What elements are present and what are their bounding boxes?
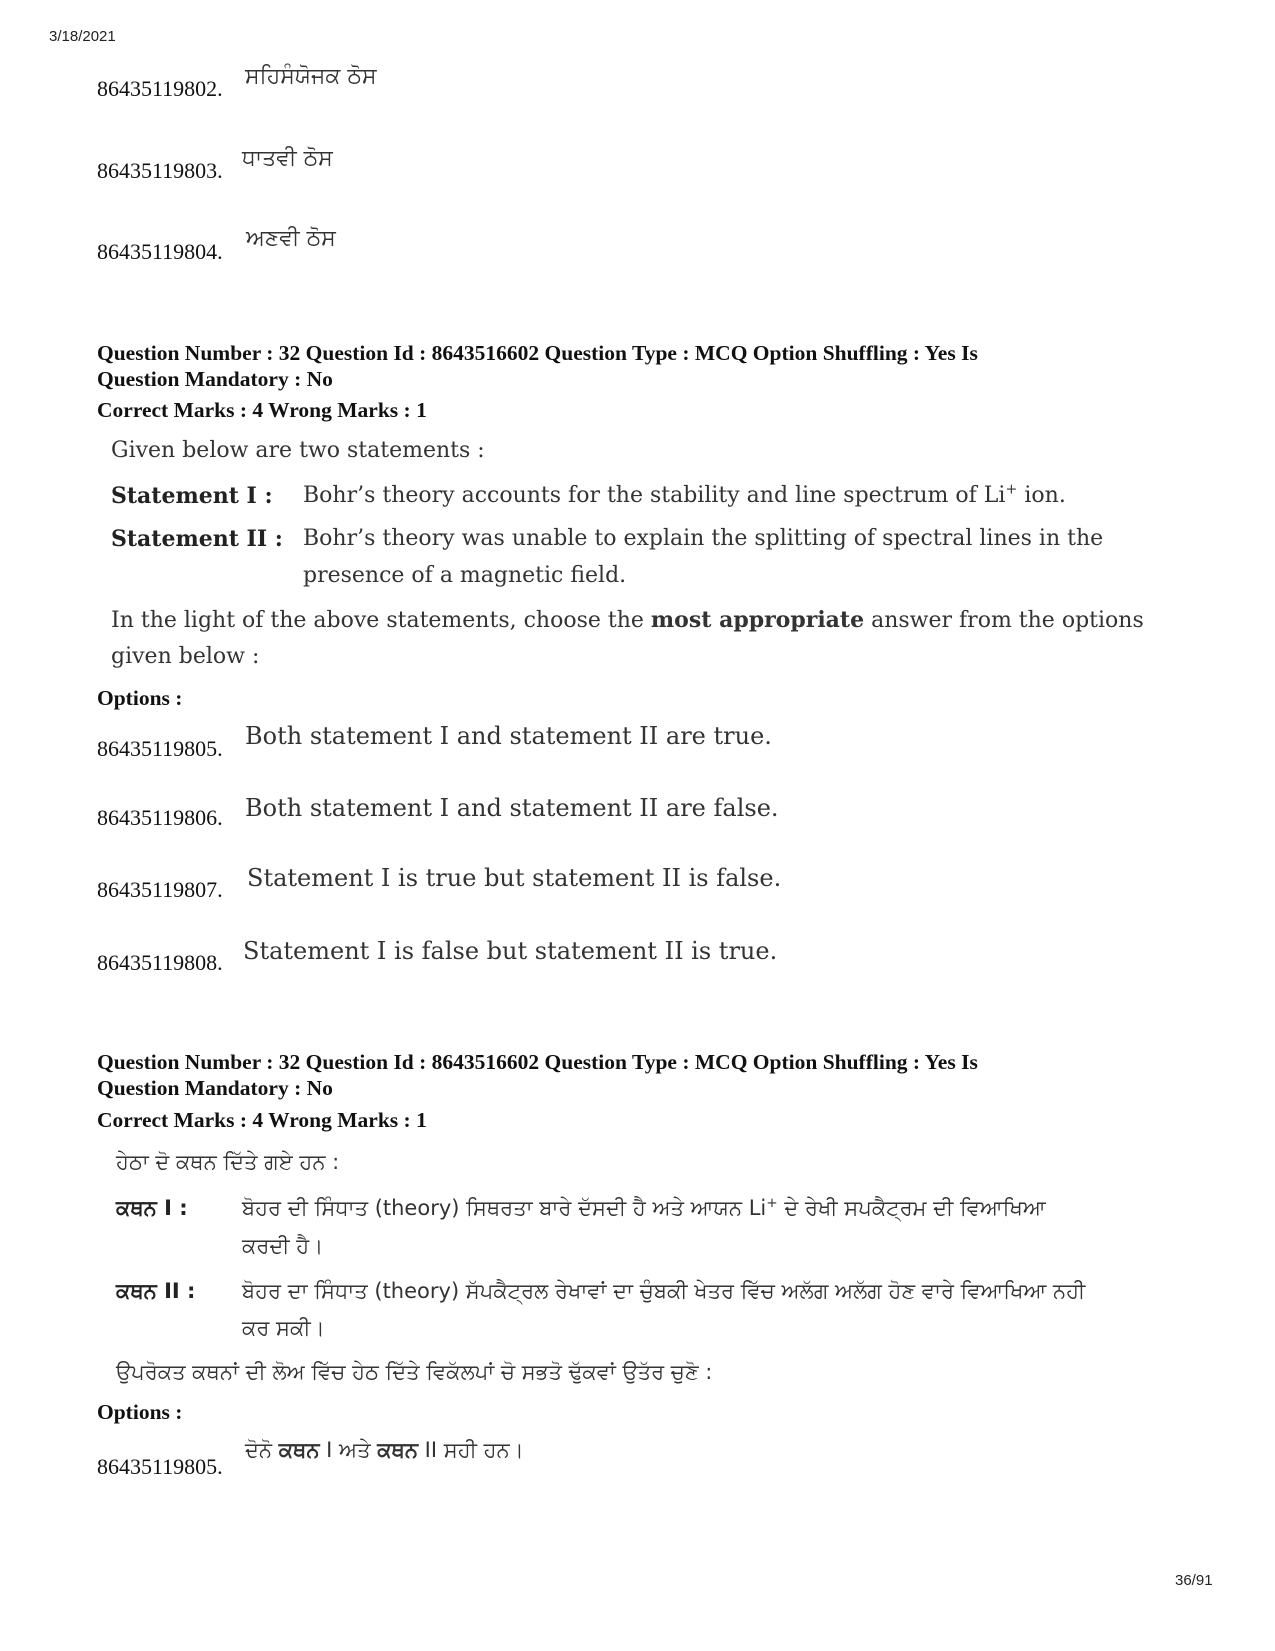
page-number: 36/91: [1175, 1572, 1213, 1589]
option-emphasis: ਕਥਨ: [278, 1438, 320, 1462]
option-text: ਅਣਵੀ ਠੋਸ: [246, 226, 336, 251]
question-marks: Correct Marks : 4 Wrong Marks : 1: [97, 1108, 427, 1132]
option-text: ਸਹਿਸੰਯੋਜਕ ਠੋਸ: [245, 64, 377, 89]
instruction-line-2: given below :: [111, 644, 260, 669]
statement-1-part: ਦੇ ਰੇਖੀ ਸਪਕੈਟ੍ਰਮ ਦੀ ਵਿਆਖਿਆ: [777, 1196, 1046, 1220]
question-mandatory: Question Mandatory : No: [97, 1076, 333, 1100]
option-text: Statement I is true but statement II is false.: [247, 864, 782, 892]
instruction-part: answer from the options: [864, 608, 1144, 633]
option-part: I ਅਤੇ: [319, 1438, 378, 1462]
options-label: Options :: [97, 1400, 183, 1424]
option-emphasis: ਕਥਨ: [377, 1438, 418, 1462]
statement-1-text: [303, 483, 1066, 508]
statement-1-label: ਕਥਨ I :: [116, 1196, 188, 1220]
option-id: 86435119803.: [97, 158, 223, 183]
question-header: Question Number : 32 Question Id : 8643516602 Question Type : MCQ Option Shuffling : Yes Is: [97, 1050, 978, 1074]
option-text: [245, 1438, 524, 1463]
statement-1-end: ion.: [1017, 483, 1066, 508]
option-id: 86435119807.: [97, 877, 223, 902]
question-mandatory: Question Mandatory : No: [97, 367, 333, 391]
question-marks: Correct Marks : 4 Wrong Marks : 1: [97, 398, 427, 422]
statement-2-label: ਕਥਨ II :: [116, 1279, 196, 1303]
instruction-line: ਉਪਰੋਕਤ ਕਥਨਾਂ ਦੀ ਲੋਅ ਵਿੱਚ ਹੇਠ ਦਿੱਤੇ ਵਿਕੱਲਪਾਂ ਚੋ ਸਭਤੋ ਢੁੱਕਵਾਂ ਉਤੱਰ ਚੁਣੋ :: [116, 1360, 713, 1384]
statement-2-line-2: presence of a magnetic field.: [303, 563, 627, 588]
statement-2-line-2: ਕਰ ਸਕੀ।: [242, 1316, 325, 1340]
statement-1-label: Statement I :: [111, 483, 273, 509]
print-date: 3/18/2021: [49, 28, 116, 45]
options-label: Options :: [97, 686, 183, 710]
option-part: II ਸਹੀ ਹਨ।: [417, 1438, 524, 1462]
statement-2-label: Statement II :: [111, 526, 283, 552]
statement-1-part: ਬੋਹਰ ਦੀ ਸਿੰਧਾਤ (theory) ਸਿਥਰਤਾ ਬਾਰੇ ਦੱਸਦੀ ਹੈ ਅਤੇ ਆਯਨ Li: [242, 1196, 767, 1220]
statement-2-line-1: Bohr’s theory was unable to explain the splitting of spectral lines in the: [303, 526, 1104, 551]
question-intro: ਹੇਠਾ ਦੋ ਕਥਨ ਦਿੱਤੇ ਗਏ ਹਨ :: [116, 1150, 340, 1174]
option-text: Both statement I and statement II are false.: [245, 794, 779, 822]
superscript-plus: +: [766, 1195, 778, 1211]
option-id: 86435119802.: [97, 76, 223, 101]
question-header: Question Number : 32 Question Id : 8643516602 Question Type : MCQ Option Shuffling : Yes Is: [97, 341, 978, 365]
option-id: 86435119808.: [97, 950, 223, 975]
option-id: 86435119805.: [97, 1454, 223, 1479]
option-text: Statement I is false but statement II is true.: [243, 937, 778, 965]
statement-1-line-1: [242, 1196, 1046, 1221]
instruction-emphasis: most appropriate: [650, 607, 865, 633]
superscript-plus: +: [1005, 481, 1018, 498]
instruction-part: In the light of the above statements, choose the: [111, 608, 651, 633]
option-text: ਧਾਤਵੀ ਠੋਸ: [242, 146, 333, 171]
statement-1-line-2: ਕਰਦੀ ਹੈ।: [242, 1234, 324, 1258]
option-part: ਦੋਨੋ: [245, 1438, 279, 1462]
option-id: 86435119806.: [97, 805, 223, 830]
statement-2-line-1: ਬੋਹਰ ਦਾ ਸਿੰਧਾਤ (theory) ਸੱਪਕੈਟ੍ਰਲ ਰੇਖਾਵਾਂ ਦਾ ਚੁੰਬਕੀ ਖੇਤਰ ਵਿੱਚ ਅਲੱਗ ਅਲੱਗ ਹੋਣ ਵਾਰੇ ਵਿਆਖਿਆ ਨਹੀ: [242, 1279, 1086, 1303]
option-id: 86435119804.: [97, 239, 223, 264]
option-text: Both statement I and statement II are true.: [245, 722, 772, 750]
option-id: 86435119805.: [97, 736, 223, 761]
statement-1-main: Bohr’s theory accounts for the stability and line spectrum of Li: [303, 483, 1006, 508]
question-intro: Given below are two statements :: [111, 438, 485, 463]
instruction-line-1: [111, 607, 1144, 633]
